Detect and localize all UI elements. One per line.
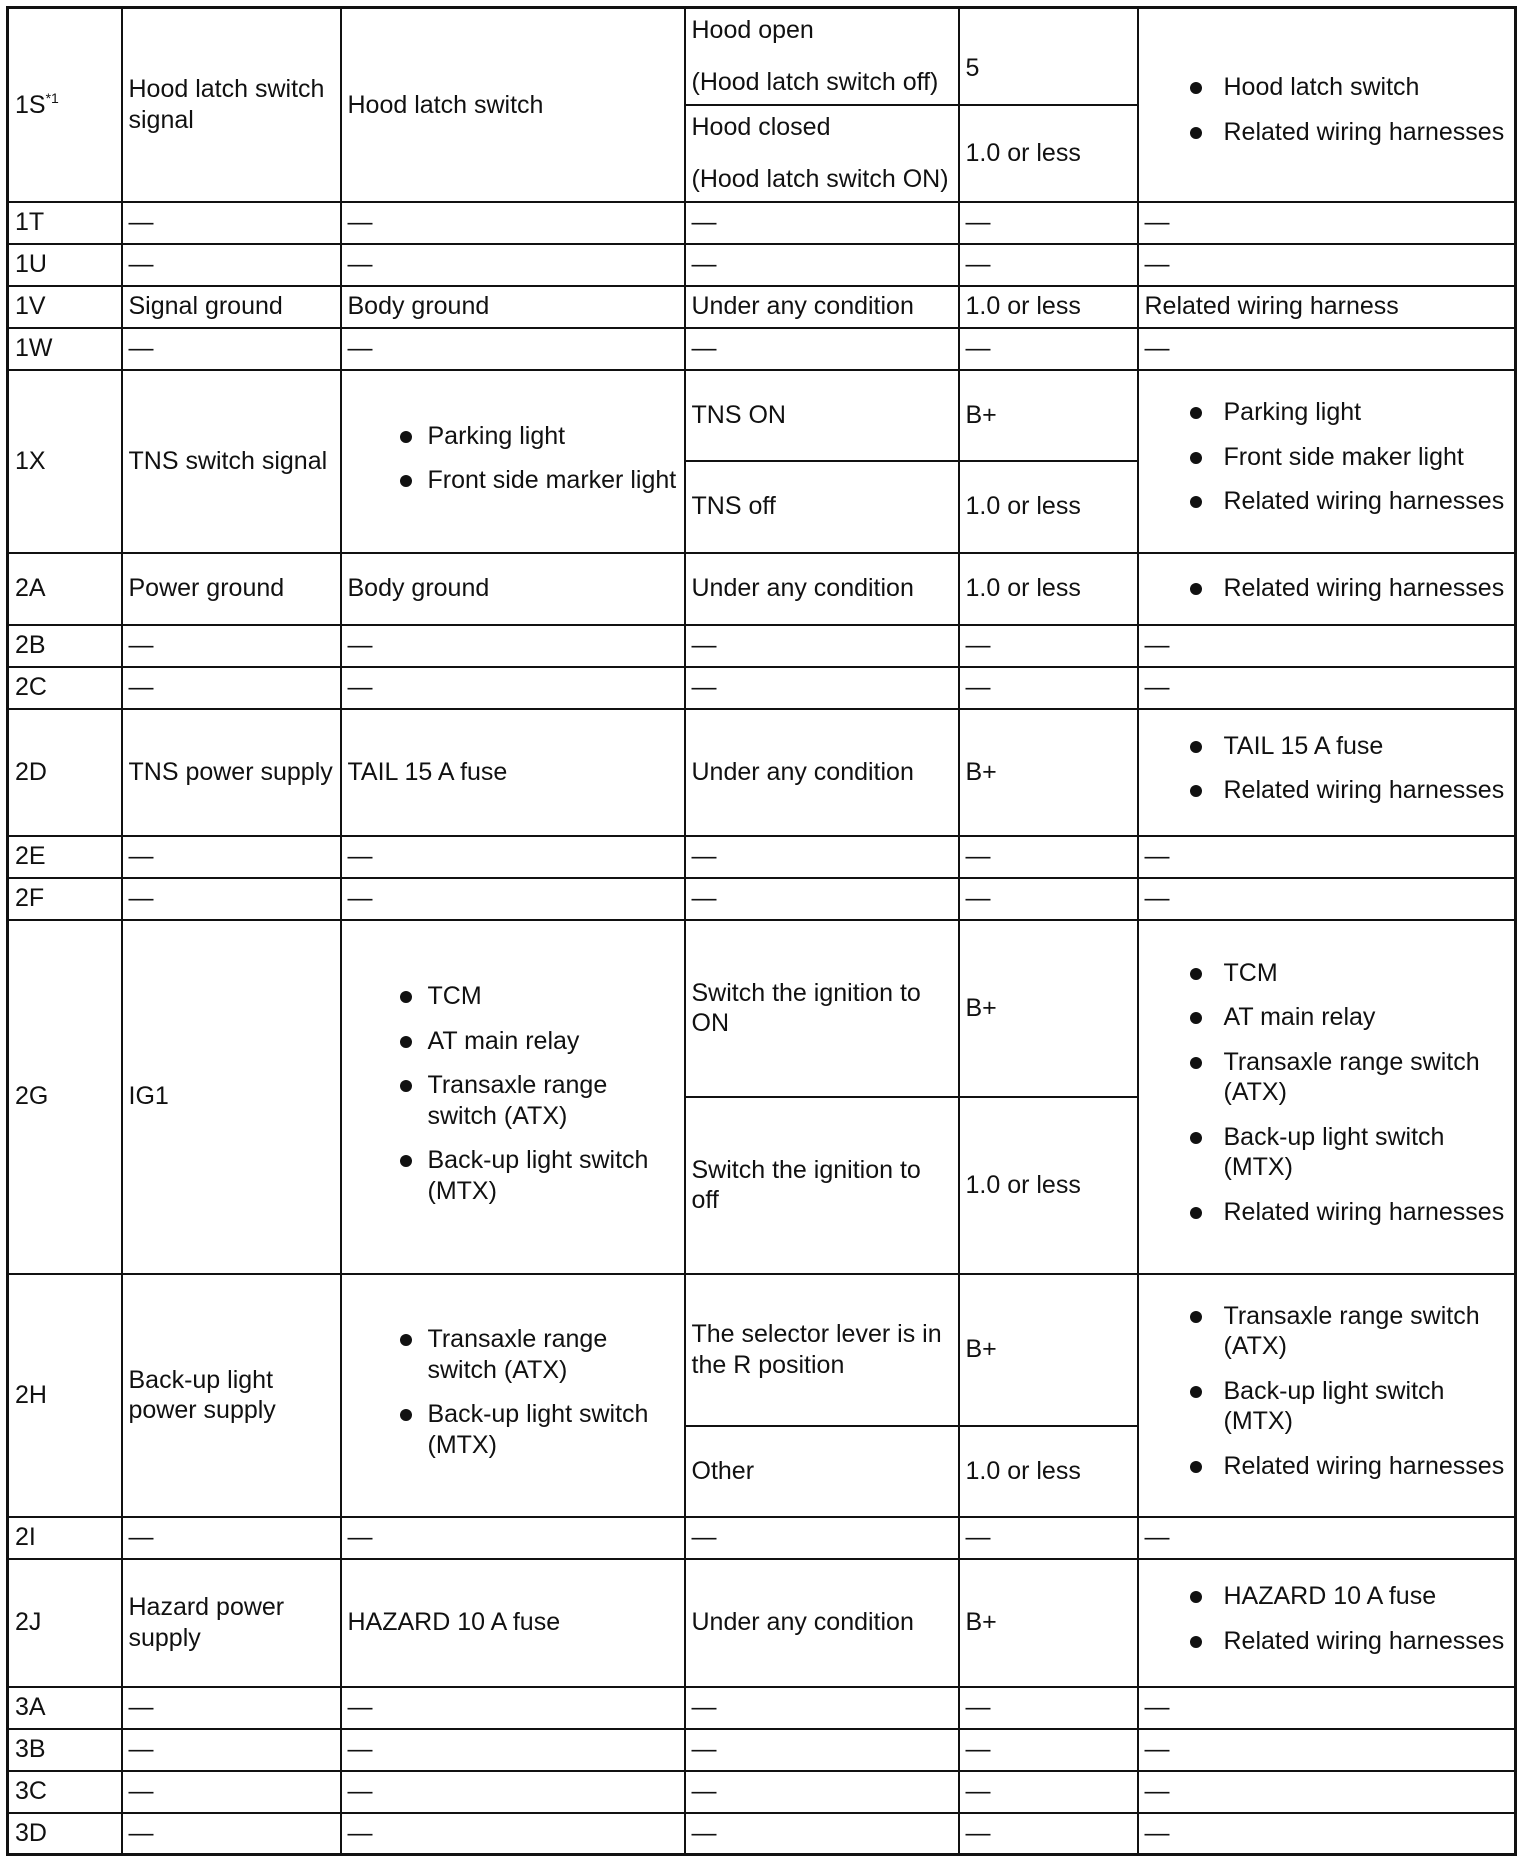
terminal-cell: 1V <box>8 286 122 328</box>
signal-cell: — <box>122 625 341 667</box>
voltage-cell: — <box>959 1687 1138 1729</box>
connected-to-cell: — <box>341 878 685 920</box>
signal-cell: — <box>122 836 341 878</box>
inspection-cell: — <box>1138 878 1516 920</box>
terminal-cell: 2E <box>8 836 122 878</box>
inspection-item: Related wiring harnesses <box>1145 486 1509 517</box>
table-row <box>8 1729 1516 1771</box>
table-row <box>8 709 1516 836</box>
inspection-cell <box>1138 8 1516 202</box>
inspection-item: Front side maker light <box>1145 442 1509 473</box>
voltage-cell: — <box>959 1729 1138 1771</box>
inspection-item: Transaxle range switch (ATX) <box>1145 1047 1509 1108</box>
inspection-item: Parking light <box>1145 397 1509 428</box>
terminal-cell: $1S^{*1}$ <box>8 8 122 202</box>
terminal-cell: 2D <box>8 709 122 836</box>
condition-cell: — <box>685 328 959 370</box>
connected-to-cell: — <box>341 625 685 667</box>
connected-item: Transaxle range switch (ATX) <box>348 1324 678 1385</box>
voltage-cell: — <box>959 244 1138 286</box>
condition-cell: — <box>685 1729 959 1771</box>
signal-cell: — <box>122 1813 341 1855</box>
terminal-cell: 3D <box>8 1813 122 1855</box>
table-row <box>8 1559 1516 1687</box>
signal-cell: — <box>122 1687 341 1729</box>
table-row <box>8 328 1516 370</box>
signal-cell: Hood latch switch signal <box>122 8 341 202</box>
terminal-cell: 3B <box>8 1729 122 1771</box>
inspection-item: Related wiring harnesses <box>1145 775 1509 806</box>
voltage-cell: B+ <box>959 1559 1138 1687</box>
connected-to-cell: — <box>341 1729 685 1771</box>
condition-cell: Under any condition <box>685 286 959 328</box>
connected-to-cell: — <box>341 1813 685 1855</box>
voltage-cell: — <box>959 878 1138 920</box>
condition-cell: Under any condition <box>685 1559 959 1687</box>
terminal-cell: 2H <box>8 1274 122 1517</box>
signal-cell: — <box>122 1771 341 1813</box>
signal-cell: — <box>122 1517 341 1559</box>
connected-to-cell: TAIL 15 A fuse <box>341 709 685 836</box>
inspection-cell: — <box>1138 836 1516 878</box>
signal-cell: Signal ground <box>122 286 341 328</box>
signal-cell: Back-up light power supply <box>122 1274 341 1517</box>
terminal-cell: 1W <box>8 328 122 370</box>
voltage-cell: 1.0 or less <box>959 1097 1138 1274</box>
inspection-cell <box>1138 1274 1516 1517</box>
terminal-cell: 2J <box>8 1559 122 1687</box>
voltage-cell: B+ <box>959 370 1138 461</box>
inspection-cell <box>1138 1559 1516 1687</box>
table-row <box>8 8 1516 105</box>
inspection-cell <box>1138 709 1516 836</box>
inspection-cell: — <box>1138 1517 1516 1559</box>
inspection-cell: — <box>1138 667 1516 709</box>
condition-cell: — <box>685 625 959 667</box>
inspection-cell: — <box>1138 202 1516 244</box>
table-row <box>8 1687 1516 1729</box>
condition-cell: Other <box>685 1426 959 1517</box>
condition-cell: Switch the ignition to off <box>685 1097 959 1274</box>
signal-cell: — <box>122 667 341 709</box>
inspection-cell <box>1138 920 1516 1274</box>
connected-to-cell: — <box>341 328 685 370</box>
signal-cell: TNS power supply <box>122 709 341 836</box>
condition-cell: — <box>685 667 959 709</box>
connected-item: Back-up light switch (MTX) <box>348 1145 678 1206</box>
condition-cell: — <box>685 836 959 878</box>
signal-cell: IG1 <box>122 920 341 1274</box>
inspection-cell: Related wiring harness <box>1138 286 1516 328</box>
signal-cell: — <box>122 202 341 244</box>
condition-line: Hood closed <box>691 112 831 141</box>
table-row <box>8 920 1516 1097</box>
inspection-item: Back-up light switch (MTX) <box>1145 1122 1509 1183</box>
voltage-cell: — <box>959 202 1138 244</box>
inspection-cell <box>1138 370 1516 553</box>
voltage-cell: 5 <box>959 8 1138 105</box>
table-row <box>8 1813 1516 1855</box>
condition-line: (Hood latch switch ON) <box>691 165 949 193</box>
connected-to-cell: — <box>341 1517 685 1559</box>
inspection-item: Back-up light switch (MTX) <box>1145 1376 1509 1437</box>
voltage-cell: 1.0 or less <box>959 553 1138 625</box>
voltage-cell: — <box>959 1771 1138 1813</box>
table-row <box>8 553 1516 625</box>
terminal-cell: 1U <box>8 244 122 286</box>
voltage-cell: 1.0 or less <box>959 1426 1138 1517</box>
condition-cell: — <box>685 244 959 286</box>
table-row <box>8 370 1516 461</box>
inspection-item: Transaxle range switch (ATX) <box>1145 1301 1509 1362</box>
condition-cell: — <box>685 1517 959 1559</box>
connected-item: Transaxle range switch (ATX) <box>348 1070 678 1131</box>
connected-item: Front side marker light <box>348 465 678 496</box>
connected-to-cell: — <box>341 667 685 709</box>
signal-cell: TNS switch signal <box>122 370 341 553</box>
condition-cell: Under any condition <box>685 553 959 625</box>
inspection-cell: — <box>1138 1771 1516 1813</box>
inspection-cell: — <box>1138 1729 1516 1771</box>
table-row <box>8 286 1516 328</box>
voltage-cell: B+ <box>959 709 1138 836</box>
connected-to-cell: — <box>341 1687 685 1729</box>
inspection-item: TCM <box>1145 958 1509 989</box>
table-row <box>8 878 1516 920</box>
connected-to-cell: — <box>341 1771 685 1813</box>
inspection-item: Related wiring harnesses <box>1145 1197 1509 1228</box>
condition-cell: — <box>685 1771 959 1813</box>
voltage-cell: 1.0 or less <box>959 105 1138 202</box>
terminal-cell: 2B <box>8 625 122 667</box>
condition-cell <box>685 8 959 105</box>
table-row <box>8 625 1516 667</box>
connected-to-cell: HAZARD 10 A fuse <box>341 1559 685 1687</box>
connected-to-cell: Body ground <box>341 553 685 625</box>
voltage-cell: B+ <box>959 920 1138 1097</box>
table-row <box>8 1517 1516 1559</box>
condition-cell <box>685 105 959 202</box>
terminal-cell: 1T <box>8 202 122 244</box>
inspection-item: Hood latch switch <box>1145 72 1509 103</box>
connected-to-cell: Body ground <box>341 286 685 328</box>
table-row <box>8 1274 1516 1426</box>
inspection-item: TAIL 15 A fuse <box>1145 731 1509 762</box>
inspection-cell: — <box>1138 625 1516 667</box>
condition-cell: Switch the ignition to ON <box>685 920 959 1097</box>
connected-to-cell: — <box>341 836 685 878</box>
voltage-cell: — <box>959 625 1138 667</box>
inspection-cell: — <box>1138 1813 1516 1855</box>
signal-cell: — <box>122 1729 341 1771</box>
condition-line: Hood open <box>691 15 814 44</box>
terminal-cell: 1X <box>8 370 122 553</box>
signal-cell: Hazard power supply <box>122 1559 341 1687</box>
terminal-voltage-table <box>6 6 1517 1856</box>
signal-cell: — <box>122 328 341 370</box>
connected-to-cell: — <box>341 244 685 286</box>
condition-cell: — <box>685 202 959 244</box>
voltage-cell: — <box>959 1813 1138 1855</box>
connected-to-cell <box>341 1274 685 1517</box>
connected-to-cell <box>341 370 685 553</box>
signal-cell: — <box>122 244 341 286</box>
inspection-item: Related wiring harnesses <box>1145 1626 1509 1657</box>
connected-to-cell: Hood latch switch <box>341 8 685 202</box>
signal-cell: — <box>122 878 341 920</box>
connected-item: TCM <box>348 981 678 1012</box>
inspection-cell: — <box>1138 1687 1516 1729</box>
voltage-cell: 1.0 or less <box>959 286 1138 328</box>
connected-to-cell <box>341 920 685 1274</box>
terminal-cell: 3C <box>8 1771 122 1813</box>
condition-cell: — <box>685 1687 959 1729</box>
inspection-item: HAZARD 10 A fuse <box>1145 1581 1509 1612</box>
table-row <box>8 1771 1516 1813</box>
terminal-cell: 2C <box>8 667 122 709</box>
condition-cell: — <box>685 1813 959 1855</box>
condition-line: (Hood latch switch off) <box>691 68 939 97</box>
connected-item: AT main relay <box>348 1026 678 1057</box>
terminal-cell: 2F <box>8 878 122 920</box>
voltage-cell: 1.0 or less <box>959 461 1138 553</box>
condition-cell: — <box>685 878 959 920</box>
voltage-cell: — <box>959 667 1138 709</box>
connected-item: Parking light <box>348 421 678 452</box>
table-row <box>8 202 1516 244</box>
inspection-cell <box>1138 553 1516 625</box>
voltage-cell: — <box>959 836 1138 878</box>
terminal-cell: 2I <box>8 1517 122 1559</box>
connected-item: Back-up light switch (MTX) <box>348 1399 678 1460</box>
inspection-item: Related wiring harnesses <box>1145 1451 1509 1482</box>
condition-cell: TNS ON <box>685 370 959 461</box>
inspection-cell: — <box>1138 244 1516 286</box>
terminal-cell: 2A <box>8 553 122 625</box>
signal-cell: Power ground <box>122 553 341 625</box>
terminal-cell: 3A <box>8 1687 122 1729</box>
table-row <box>8 836 1516 878</box>
table-row <box>8 667 1516 709</box>
inspection-item: Related wiring harnesses <box>1145 117 1509 148</box>
voltage-cell: — <box>959 1517 1138 1559</box>
inspection-item: Related wiring harnesses <box>1145 573 1509 604</box>
voltage-cell: — <box>959 328 1138 370</box>
terminal-cell: 2G <box>8 920 122 1274</box>
connected-to-cell: — <box>341 202 685 244</box>
condition-cell: The selector lever is in the R position <box>685 1274 959 1426</box>
inspection-item: AT main relay <box>1145 1002 1509 1033</box>
condition-cell: Under any condition <box>685 709 959 836</box>
voltage-cell: B+ <box>959 1274 1138 1426</box>
inspection-cell: — <box>1138 328 1516 370</box>
table-row <box>8 244 1516 286</box>
condition-cell: TNS off <box>685 461 959 553</box>
